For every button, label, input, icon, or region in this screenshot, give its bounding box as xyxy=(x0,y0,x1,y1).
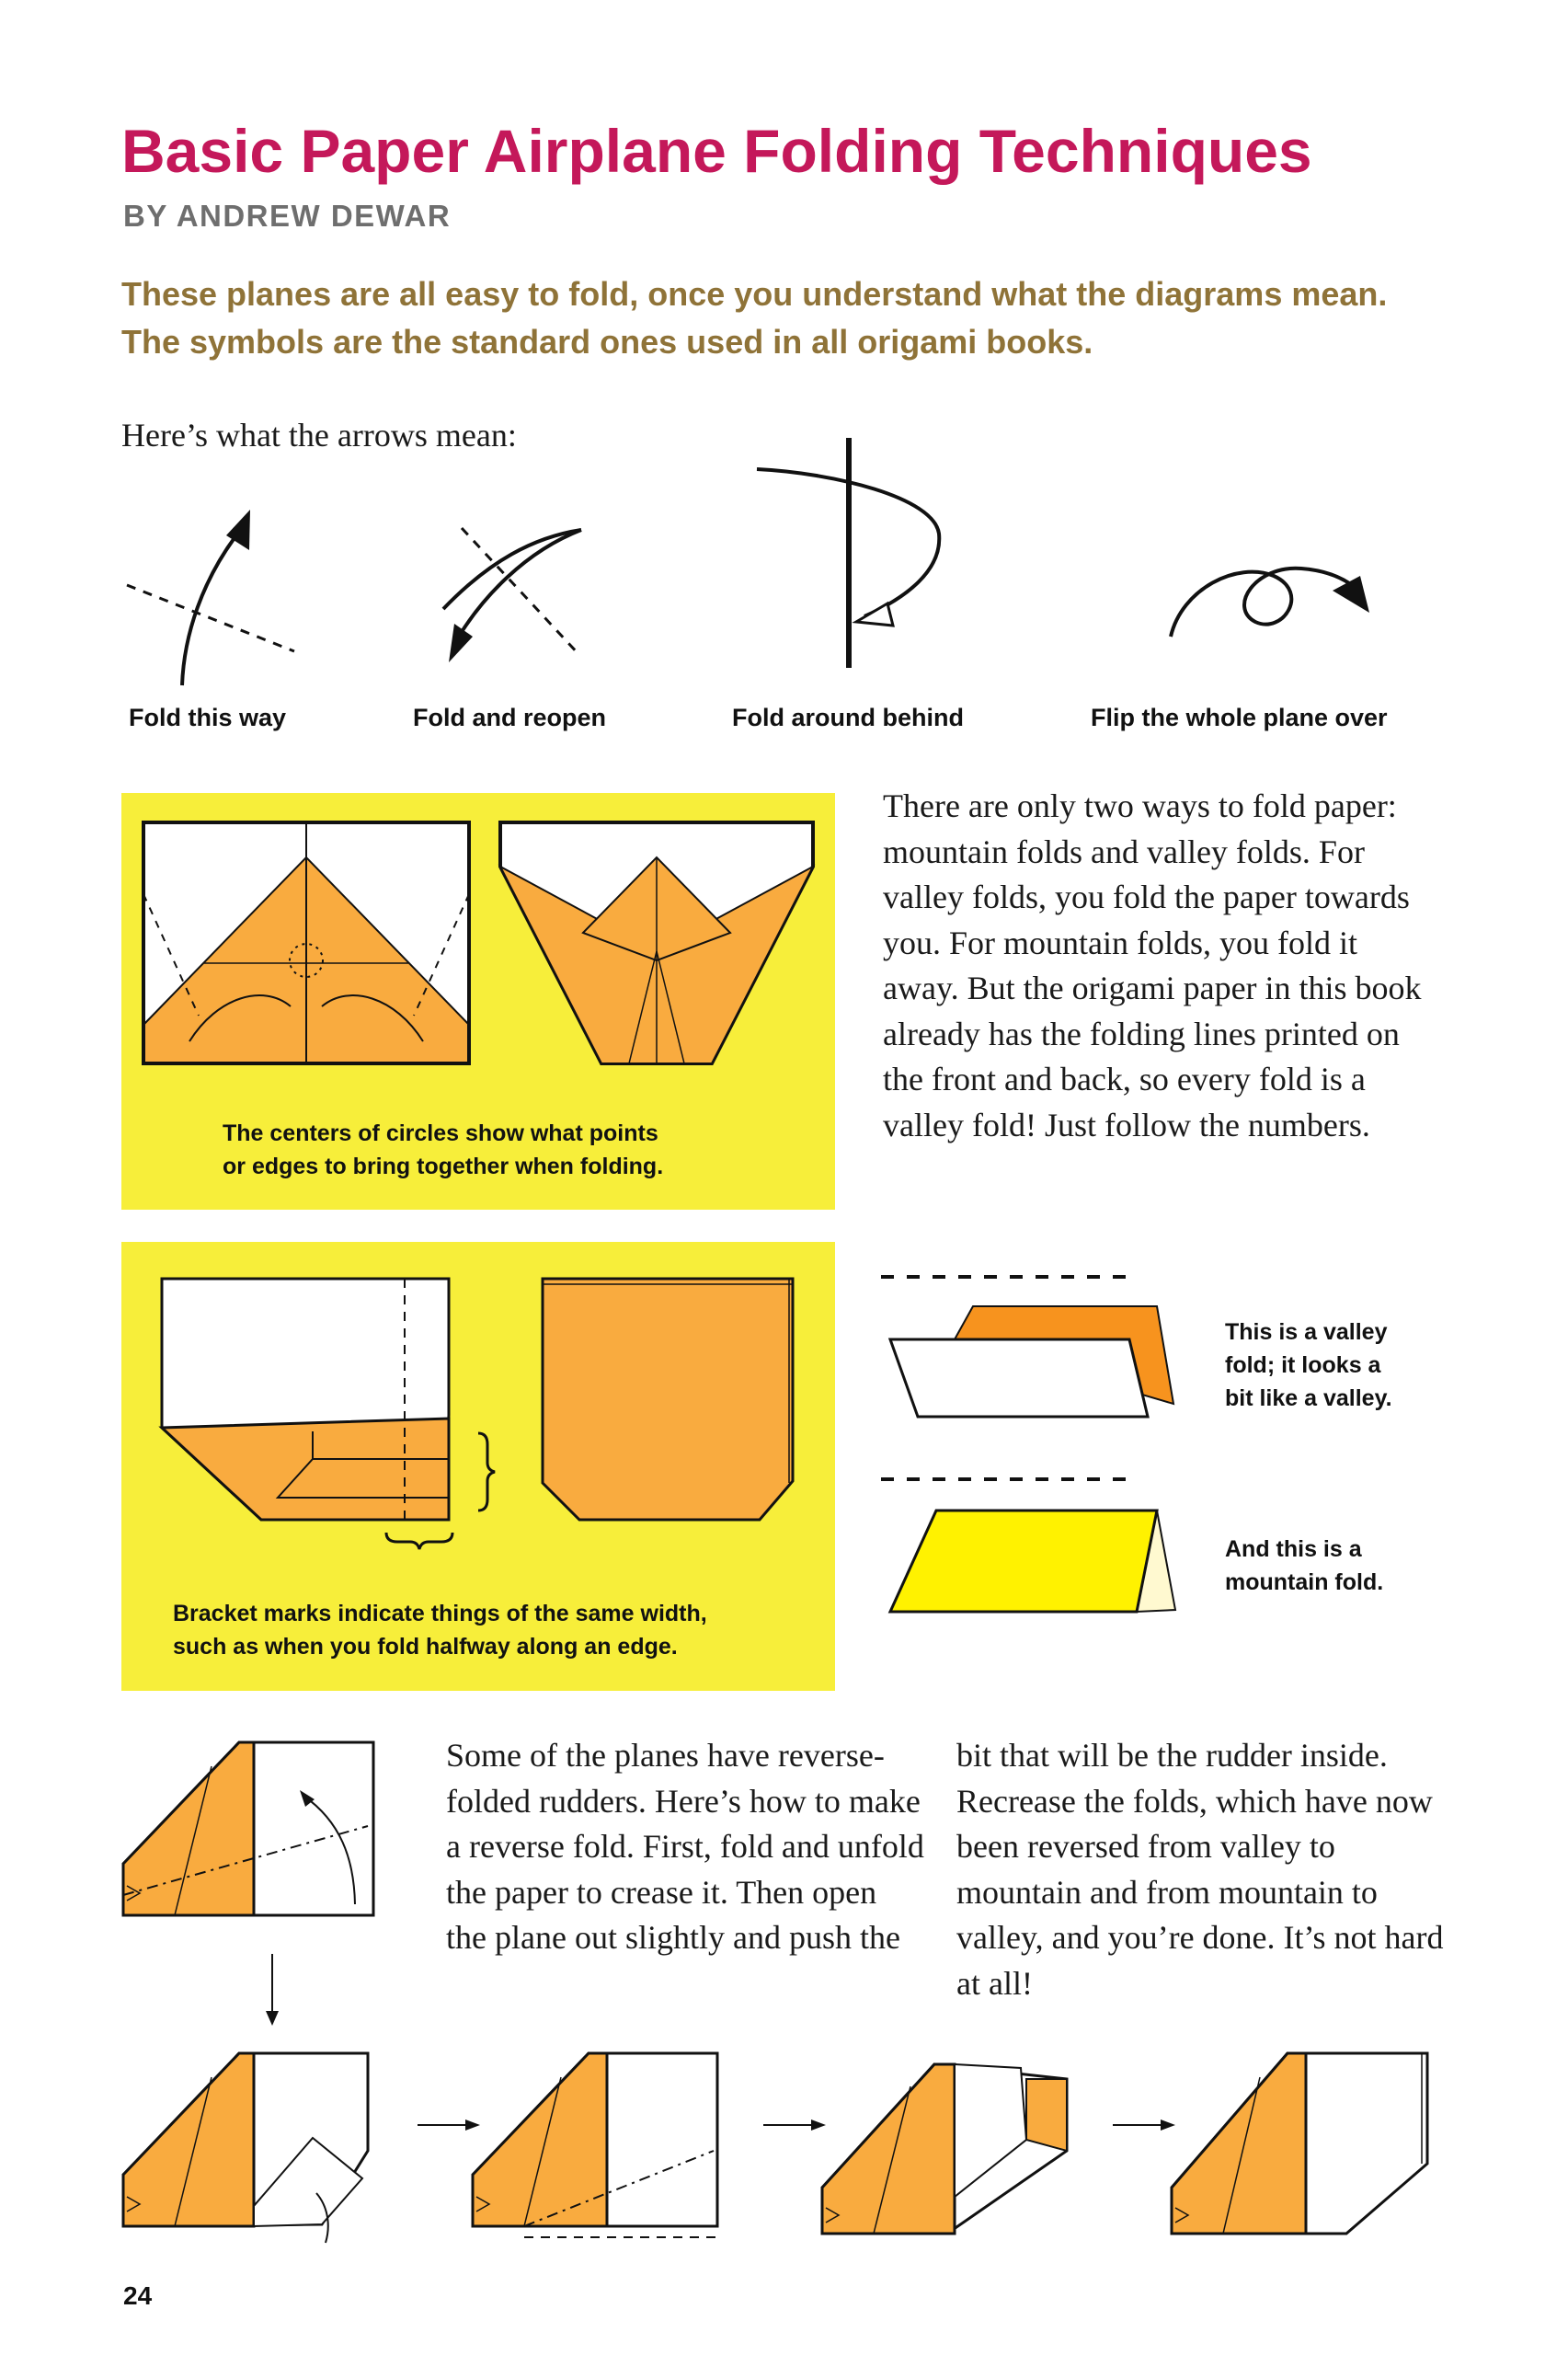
byline: BY ANDREW DEWAR xyxy=(123,199,452,233)
reverse-fold-step-1 xyxy=(120,1739,386,1932)
down-arrow-icon xyxy=(263,1954,281,2028)
brackets-caption-line-1: Bracket marks indicate things of the same width, xyxy=(173,1601,707,1626)
brackets-diagram-box xyxy=(121,1242,835,1691)
reverse-fold-step-3 xyxy=(469,2050,736,2243)
circles-caption-line-2: or edges to bring together when folding. xyxy=(223,1154,664,1179)
bracket-fold-diagram xyxy=(158,1279,544,1555)
brackets-caption-line-2: such as when you fold halfway along an edge. xyxy=(173,1634,678,1660)
valley-fold-caption-2: fold; it looks a xyxy=(1225,1352,1381,1378)
mountain-fold-caption-1: And this is a xyxy=(1225,1536,1362,1562)
flip-over-icon xyxy=(1163,552,1384,653)
reverse-fold-step-4 xyxy=(818,2050,1085,2252)
reverse-fold-step-5 xyxy=(1168,2050,1444,2252)
reverse-fold-paragraph-col-2: bit that will be the rudder inside. Recrease the folds, which have now been reversed from valley to mountain and from mountain to valley, and you’re done. It’s not hard at all! xyxy=(956,1737,1444,2002)
intro-paragraph: These planes are all easy to fold, once you understand what the diagrams mean. The symbols are the standard ones used in all origami books. xyxy=(121,275,1388,361)
flip-over-label: Flip the whole plane over xyxy=(1091,704,1388,731)
fold-this-way-label: Fold this way xyxy=(129,704,287,731)
valley-fold-icon xyxy=(881,1269,1194,1435)
circles-diagram-box xyxy=(121,793,835,1210)
fold-around-behind-label: Fold around behind xyxy=(732,704,964,731)
arrows-lead: Here’s what the arrows mean: xyxy=(121,417,517,454)
page-title: Basic Paper Airplane Folding Techniques xyxy=(121,117,1312,185)
fold-and-reopen-label: Fold and reopen xyxy=(413,704,607,731)
valley-fold-caption-1: This is a valley xyxy=(1225,1319,1388,1345)
fold-this-way-icon xyxy=(120,497,303,699)
valley-fold-caption-3: bit like a valley. xyxy=(1225,1385,1392,1411)
page-number: 24 xyxy=(123,2281,153,2310)
folds-paragraph: There are only two ways to fold paper: mountain folds and valley folds. For valley folds, you fold the paper towards you. For mountain folds, you fold it away. But the origami paper in this book already has the folding lines printed on the front and back, so every fold is a valley fold! Just follow the numbers. xyxy=(883,787,1422,1143)
fold-around-behind-icon xyxy=(750,432,961,672)
folded-square-diagram xyxy=(500,822,822,1071)
square-fold-diagram xyxy=(143,822,475,1071)
mountain-fold-caption-2: mountain fold. xyxy=(1225,1569,1384,1595)
mountain-fold-icon xyxy=(881,1472,1194,1628)
reverse-fold-step-2 xyxy=(120,2050,386,2243)
circles-caption-line-1: The centers of circles show what points xyxy=(223,1120,658,1146)
fold-and-reopen-icon xyxy=(432,515,616,672)
reverse-fold-paragraph-col-1: Some of the planes have reverse-folded rudders. Here’s how to make a reverse fold. First, fold and unfold the paper to crease it. Then open the plane out slightly and push the xyxy=(446,1737,924,1956)
folded-rectangle-diagram xyxy=(539,1279,815,1527)
